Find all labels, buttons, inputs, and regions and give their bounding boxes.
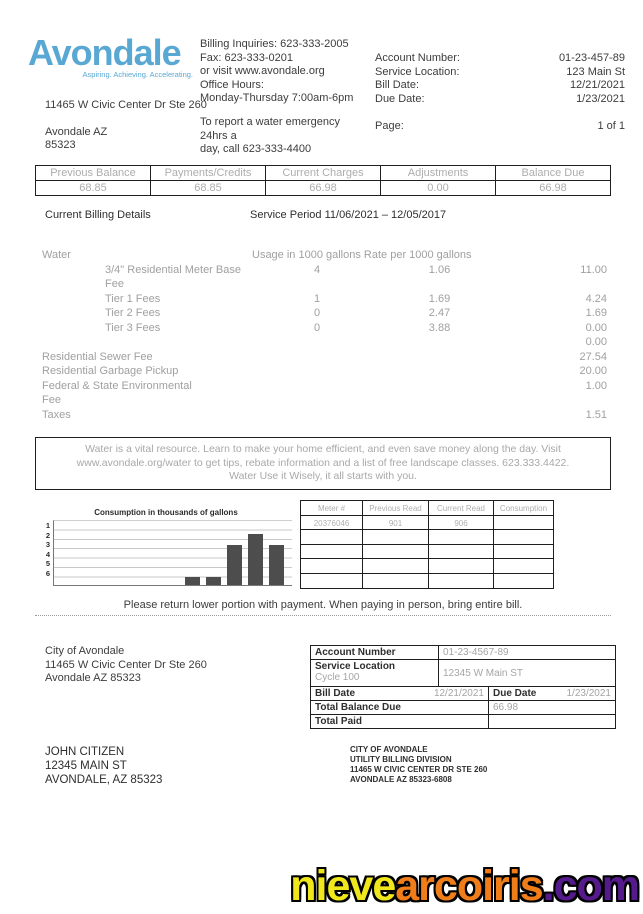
stub-service-location-row — [311, 660, 615, 687]
stub-bill-date-label: Bill Date — [315, 688, 356, 699]
billing-row-water — [42, 248, 607, 263]
rate-value — [382, 350, 497, 365]
consumption-value — [494, 516, 553, 530]
empty-cell — [363, 559, 429, 573]
division-line: CITY OF AVONDALE — [350, 745, 428, 754]
consumption-chart — [40, 508, 292, 586]
balance-due-value: 66.98 — [539, 182, 567, 194]
stub-service-location-label: Service Location — [315, 661, 396, 672]
chart-plot-area — [53, 520, 292, 586]
stub-service-location-cell — [311, 660, 439, 686]
city-address-line: Avondale AZ — [45, 126, 108, 138]
watermark — [290, 862, 639, 910]
payee-address-block — [45, 645, 207, 686]
empty-cell — [363, 545, 429, 559]
water-emergency-block — [200, 116, 340, 157]
emergency-line: To report a water emergency — [200, 116, 341, 128]
page-value: 1 of 1 — [597, 120, 625, 132]
line-item-label: Tier 3 Fees — [105, 321, 161, 334]
usage-value: 1 — [313, 292, 321, 305]
chart-bars — [54, 521, 292, 585]
empty-cell — [301, 574, 363, 589]
consumption-bar — [269, 545, 284, 585]
page-label: Page: — [375, 120, 404, 132]
division-line: UTILITY BILLING DIVISION — [350, 755, 452, 764]
amount-value: 27.54 — [579, 350, 607, 363]
current-read-header: Current Read — [429, 501, 494, 515]
empty-cell — [494, 545, 553, 559]
bill-date-value: 12/21/2021 — [569, 79, 625, 91]
rate-value: 1.69 — [428, 292, 451, 305]
stub-bill-date-value: 12/21/2021 — [433, 688, 484, 699]
meter-table-empty-row — [301, 545, 553, 560]
billing-row-tier1 — [42, 292, 607, 307]
empty-cell — [301, 545, 363, 559]
y-tick-label: 5 — [45, 559, 50, 569]
billing-inquiries-line: Billing Inquiries: 623-333-2005 — [200, 38, 349, 50]
billing-row-meter-base — [42, 263, 607, 292]
chart-title: Consumption in thousands of gallons — [94, 508, 238, 517]
y-tick-label: 1 — [45, 521, 50, 530]
consumption-bar — [206, 577, 221, 585]
account-number-value: 01-23-457-89 — [558, 52, 625, 64]
previous-balance-value: 68.85 — [36, 181, 151, 195]
customer-line: JOHN CITIZEN — [45, 746, 125, 758]
consumption-bar — [227, 545, 242, 585]
line-item-label: Residential Sewer Fee — [42, 350, 153, 363]
rate-value: 3.88 — [428, 321, 451, 334]
logo-tagline: Aspiring. Achieving. Accelerating. — [82, 70, 193, 79]
remittance-stub-table — [310, 645, 616, 729]
current-read-value: 906 — [429, 516, 494, 530]
watermark-part3: .com — [542, 862, 639, 910]
meter-table-empty-row — [301, 530, 553, 545]
office-hours-label: Office Hours: — [200, 78, 264, 91]
stub-due-date-label: Due Date — [493, 688, 537, 699]
billing-section-title: Current Billing Details — [45, 209, 151, 221]
payee-line: Avondale AZ 85323 — [45, 672, 141, 684]
usage-value — [252, 350, 382, 365]
y-tick-label: 6 — [45, 568, 50, 578]
meter-number-value: 20376046 — [301, 516, 363, 530]
rate-value — [382, 335, 497, 350]
bill-date-row — [375, 79, 625, 93]
line-item-label: Tier 2 Fees — [105, 307, 161, 319]
consumption-bar — [185, 577, 200, 585]
billing-row-tier2 — [42, 306, 607, 321]
meter-table-header-row — [301, 501, 553, 516]
meter-table-empty-row — [301, 559, 553, 574]
empty-cell — [429, 574, 494, 589]
water-conservation-notice: Water is a vital resource. Learn to make your home efficient, and even save money along the day. Visit www.avondale.org/water to get tips, rebate information and a list of free landscape classes. 623.333.4422. Water Use it Wisely, it all starts with you. — [35, 437, 611, 490]
rate-value: 2.47 — [428, 307, 451, 319]
payments-credits-header: Payments/Credits — [151, 166, 266, 181]
amount-value: 0.00 — [585, 336, 607, 348]
payments-credits-value: 68.85 — [151, 181, 266, 195]
empty-cell — [494, 530, 553, 544]
empty-cell — [363, 530, 429, 544]
current-charges-header: Current Charges — [266, 166, 381, 181]
amount-value: 1.51 — [585, 408, 607, 421]
usage-rate-header: Usage in 1000 gallons Rate per 1000 gallons — [252, 249, 472, 261]
city-address-block — [45, 99, 207, 152]
rate-value — [382, 408, 497, 423]
line-item-label: Water — [42, 249, 71, 261]
billing-details — [42, 248, 607, 422]
usage-value — [252, 335, 382, 350]
division-line: AVONDALE AZ 85323-6808 — [350, 775, 452, 784]
fax-line: Fax: 623-333-0201 — [200, 51, 293, 64]
account-number-row — [375, 52, 625, 66]
meter-table-empty-row — [301, 574, 553, 589]
stub-total-balance-row — [311, 701, 615, 715]
contact-info-block — [200, 38, 353, 106]
empty-cell — [363, 574, 429, 589]
current-charges-value: 66.98 — [266, 181, 381, 195]
billing-row-garbage — [42, 364, 607, 379]
service-location-value: 123 Main St — [566, 65, 625, 78]
office-hours-value: Monday-Thursday 7:00am-6pm — [200, 92, 354, 104]
account-info-block — [375, 52, 625, 134]
adjustments-value: 0.00 — [381, 181, 496, 195]
summary-values-row — [36, 181, 610, 195]
stub-dates-row — [311, 687, 615, 701]
empty-cell — [429, 559, 494, 573]
chart-body — [40, 520, 292, 586]
amount-value: 1.00 — [585, 379, 607, 392]
billing-division-block — [350, 745, 487, 785]
amount-value: 11.00 — [580, 263, 607, 276]
city-address-line: 11465 W Civic Center Dr Ste 260 — [45, 99, 207, 111]
stub-total-paid-row — [311, 715, 615, 728]
stub-due-date-cell — [489, 687, 615, 700]
summary-header-row — [36, 166, 610, 181]
customer-line: AVONDALE, AZ 85323 — [45, 774, 163, 786]
stub-total-paid-label: Total Paid — [311, 715, 489, 728]
amount-value: 0.00 — [585, 321, 607, 334]
stub-bill-date-cell — [311, 687, 489, 700]
payee-line: 11465 W Civic Center Dr Ste 260 — [45, 658, 207, 671]
empty-cell — [429, 545, 494, 559]
customer-address-block — [45, 745, 162, 787]
usage-value: 0 — [313, 307, 321, 319]
adjustments-header: Adjustments — [381, 166, 496, 181]
billing-row-tier3 — [42, 321, 607, 336]
y-tick-label: 3 — [45, 540, 50, 550]
rate-value — [382, 364, 497, 379]
y-tick-label: 2 — [45, 530, 50, 540]
usage-value — [202, 379, 382, 408]
consumption-header: Consumption — [499, 504, 548, 513]
chart-y-axis-labels — [40, 520, 53, 586]
empty-cell — [301, 530, 363, 544]
billing-row-sewer — [42, 350, 607, 365]
meter-number-header: Meter # — [301, 501, 363, 515]
account-number-label: Account Number: — [375, 52, 460, 64]
return-portion-notice: Please return lower portion with payment. When paying in person, bring entire bill. — [35, 599, 611, 616]
usage-value: 0 — [313, 321, 321, 334]
website-line: or visit www.avondale.org — [200, 65, 325, 77]
y-tick-label: 4 — [45, 549, 50, 559]
balance-due-header: Balance Due — [496, 166, 610, 181]
service-period: Service Period 11/06/2021 – 12/05/2017 — [250, 209, 447, 221]
stub-due-date-value: 1/23/2021 — [566, 688, 611, 699]
line-item-label: Residential Garbage Pickup — [42, 365, 179, 377]
meter-reads-table — [300, 500, 554, 589]
balance-summary-table — [35, 165, 611, 196]
avondale-logo — [28, 34, 193, 79]
amount-value: 4.24 — [585, 292, 607, 305]
due-date-label: Due Date: — [375, 92, 425, 105]
rate-value: 1.06 — [428, 263, 451, 276]
usage-value — [252, 364, 382, 379]
service-location-label: Service Location: — [375, 65, 460, 78]
previous-read-header: Previous Read — [363, 501, 429, 515]
stub-account-number-row — [311, 646, 615, 660]
billing-row-blank — [42, 335, 607, 350]
line-item-label: 3/4" Residential Meter Base Fee — [105, 263, 241, 290]
service-location-row — [375, 66, 625, 80]
consumption-bar — [248, 534, 263, 585]
empty-cell — [429, 530, 494, 544]
bill-date-label: Bill Date: — [375, 79, 420, 91]
billing-row-taxes — [42, 408, 607, 423]
stub-service-location-value: 12345 W Main ST — [443, 667, 524, 679]
stub-account-number-value: 01-23-4567-89 — [443, 647, 509, 658]
due-date-value: 1/23/2021 — [576, 92, 625, 105]
stub-account-number-label: Account Number — [311, 646, 439, 659]
page-row — [375, 120, 625, 134]
watermark-part2: arcoiris — [395, 862, 543, 910]
spacer — [45, 112, 207, 126]
stub-total-balance-label: Total Balance Due — [311, 701, 489, 714]
payee-line: City of Avondale — [45, 645, 125, 657]
division-line: 11465 W CIVIC CENTER DR STE 260 — [350, 765, 488, 774]
amount-value: 1.69 — [585, 307, 607, 319]
amount-value: 20.00 — [579, 365, 607, 377]
usage-value: 4 — [313, 263, 321, 276]
city-address-line: 85323 — [45, 139, 76, 151]
emergency-line: 24hrs a — [200, 129, 237, 142]
emergency-line: day, call 623-333-4400 — [200, 143, 312, 155]
customer-line: 12345 MAIN ST — [45, 760, 127, 772]
previous-read-value: 901 — [363, 516, 429, 530]
due-date-row — [375, 93, 625, 107]
rate-value — [382, 379, 497, 408]
line-item-label: Taxes — [42, 408, 71, 421]
usage-value — [252, 408, 382, 423]
line-item-label: Federal & State Environmental Fee — [42, 379, 192, 406]
billing-row-environmental — [42, 379, 607, 408]
logo-wordmark: Avondale — [28, 32, 181, 73]
stub-total-balance-value: 66.98 — [493, 702, 519, 713]
empty-cell — [494, 574, 553, 589]
previous-balance-header: Previous Balance — [36, 166, 151, 181]
stub-total-paid-value — [489, 715, 615, 728]
stub-cycle: Cycle 100 — [315, 672, 360, 683]
empty-cell — [494, 559, 553, 573]
empty-cell — [301, 559, 363, 573]
watermark-part1: nieve — [290, 862, 396, 910]
line-item-label: Tier 1 Fees — [105, 292, 161, 305]
line-item-label — [42, 335, 252, 350]
meter-table-data-row — [301, 516, 553, 531]
